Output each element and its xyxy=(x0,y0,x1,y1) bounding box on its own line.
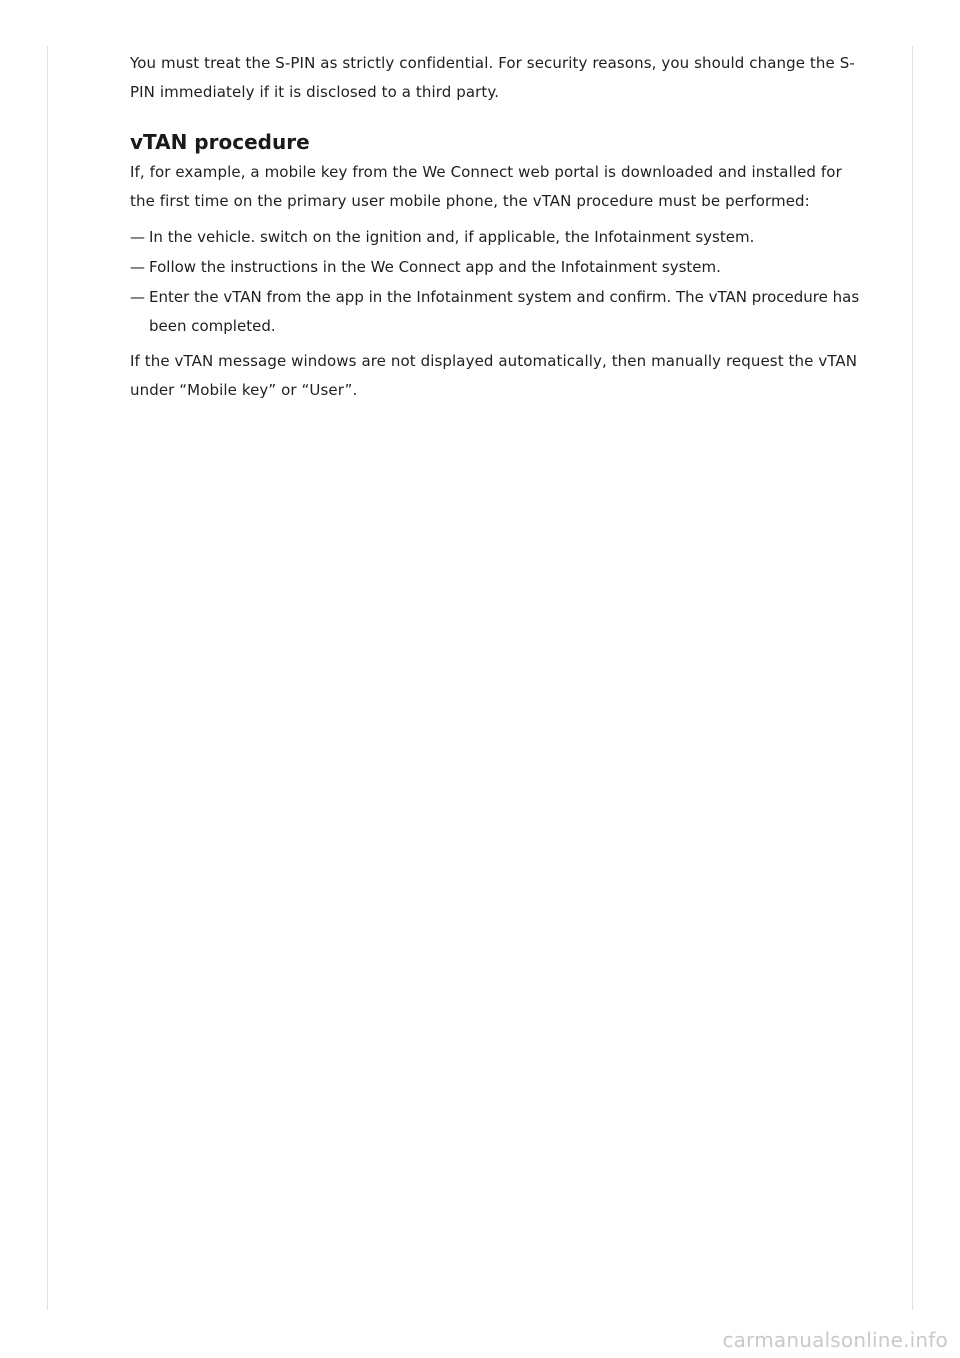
list-item xyxy=(130,223,870,252)
step-text: Enter the vTAN from the app in the Infotainment system and confirm. The vTAN procedure has been completed. xyxy=(149,288,860,335)
note-paragraph: If the vTAN message windows are not displayed automatically, then manually request the vTAN under “Mobile key” or “User”. xyxy=(130,352,858,399)
right-margin-rule xyxy=(912,46,913,1310)
step-text: Follow the instructions in the We Connect app and the Infotainment system. xyxy=(149,258,721,276)
document-body xyxy=(130,49,870,405)
dash-bullet: — xyxy=(130,288,145,306)
dash-bullet: — xyxy=(130,258,145,276)
lead-paragraph: If, for example, a mobile key from the We Connect web portal is downloaded and installed for the first time on the primary user mobile phone, the vTAN procedure must be performed: xyxy=(130,163,842,210)
dash-bullet: — xyxy=(130,228,145,246)
list-item xyxy=(130,253,870,282)
left-margin-rule xyxy=(47,46,48,1310)
step-list xyxy=(130,223,870,341)
list-item xyxy=(130,283,870,341)
step-text: In the vehicle. switch on the ignition and, if applicable, the Infotainment system. xyxy=(149,228,755,246)
section-heading: vTAN procedure xyxy=(130,130,310,154)
watermark-text: carmanualsonline.info xyxy=(722,1328,948,1352)
intro-paragraph: You must treat the S-PIN as strictly confidential. For security reasons, you should change the S-PIN immediately if it is disclosed to a third party. xyxy=(130,54,855,101)
